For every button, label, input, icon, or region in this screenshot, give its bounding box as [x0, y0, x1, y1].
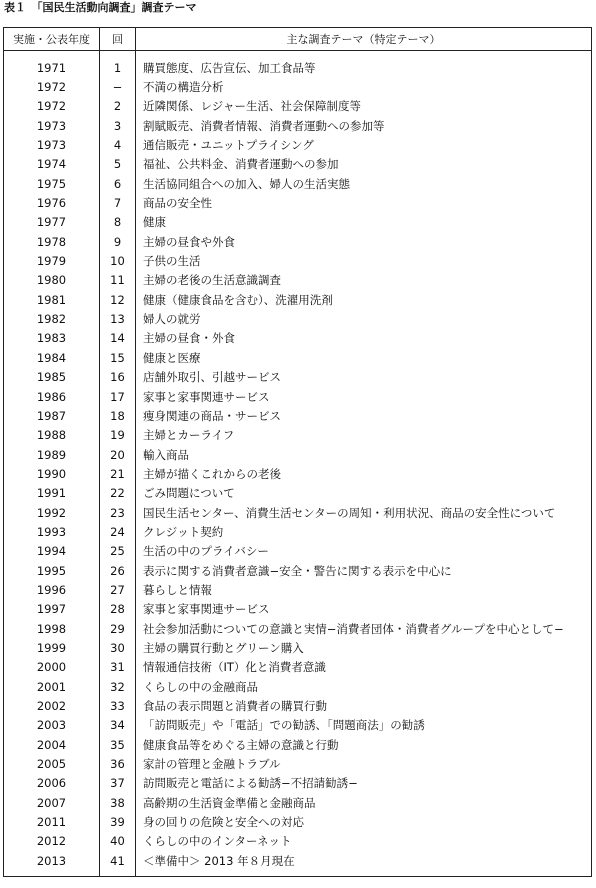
year-cell: 1973 [4, 116, 100, 135]
table-row [4, 387, 592, 406]
theme-cell: ＜準備中＞ 2013 年８月現在 [136, 851, 592, 877]
year-cell: 1990 [4, 464, 100, 483]
table-row [4, 368, 592, 387]
theme-cell: 割賦販売、消費者情報、消費者運動への参加等 [136, 116, 592, 135]
theme-cell: 主婦が描くこれからの老後 [136, 464, 592, 483]
number-cell: 1 [100, 51, 136, 78]
theme-cell: 健康と医療 [136, 348, 592, 367]
table-row [4, 426, 592, 445]
year-cell: 1984 [4, 348, 100, 367]
table-row [4, 290, 592, 309]
number-cell: 40 [100, 832, 136, 851]
year-cell: 2013 [4, 851, 100, 877]
table-row [4, 561, 592, 580]
year-cell: 2001 [4, 677, 100, 696]
header-theme: 主な調査テーマ（特定テーマ） [136, 28, 592, 51]
number-cell: 9 [100, 232, 136, 251]
theme-cell: 健康食品等をめぐる主婦の意識と行動 [136, 735, 592, 754]
year-cell: 1988 [4, 426, 100, 445]
year-cell: 1986 [4, 387, 100, 406]
number-cell: 17 [100, 387, 136, 406]
number-cell: 34 [100, 716, 136, 735]
survey-themes-table [3, 27, 592, 877]
table-row [4, 484, 592, 503]
table-row [4, 251, 592, 270]
theme-cell: 家事と家事関連サービス [136, 600, 592, 619]
theme-cell: 国民生活センター、消費生活センターの周知・利用状況、商品の安全性について [136, 503, 592, 522]
theme-cell: 福祉、公共料金、消費者運動への参加 [136, 155, 592, 174]
number-cell: 33 [100, 696, 136, 715]
table-row [4, 271, 592, 290]
number-cell: 18 [100, 406, 136, 425]
table-row [4, 193, 592, 212]
theme-cell: 主婦の昼食や外食 [136, 232, 592, 251]
theme-cell: 痩身関連の商品・サービス [136, 406, 592, 425]
number-cell: 41 [100, 851, 136, 877]
number-cell: 25 [100, 542, 136, 561]
theme-cell: くらしの中のインターネット [136, 832, 592, 851]
theme-cell: 生活協同組合への加入、婦人の生活実態 [136, 174, 592, 193]
theme-cell: 社会参加活動についての意識と実情−消費者団体・消費者グループを中心として− [136, 619, 592, 638]
theme-cell: ごみ問題について [136, 484, 592, 503]
number-cell: 13 [100, 309, 136, 328]
year-cell: 1976 [4, 193, 100, 212]
table-row [4, 851, 592, 877]
year-cell: 2012 [4, 832, 100, 851]
theme-cell: 健康（健康食品を含む）、洗濯用洗剤 [136, 290, 592, 309]
year-cell: 2005 [4, 754, 100, 773]
table-header [4, 28, 592, 51]
number-cell: 32 [100, 677, 136, 696]
number-cell: 4 [100, 135, 136, 154]
number-cell: 28 [100, 600, 136, 619]
table-row [4, 638, 592, 657]
number-cell: 38 [100, 793, 136, 812]
table-row [4, 348, 592, 367]
number-cell: 12 [100, 290, 136, 309]
number-cell: 15 [100, 348, 136, 367]
year-cell: 1993 [4, 522, 100, 541]
table-row [4, 542, 592, 561]
table-caption: 表１ 「国民生活動向調査」調査テーマ [4, 1, 197, 14]
year-cell: 1972 [4, 77, 100, 96]
number-cell: 31 [100, 658, 136, 677]
year-cell: 1992 [4, 503, 100, 522]
year-cell: 1999 [4, 638, 100, 657]
number-cell: 10 [100, 251, 136, 270]
header-year: 実施・公表年度 [4, 28, 100, 51]
theme-cell: 家計の管理と金融トラブル [136, 754, 592, 773]
table-row [4, 503, 592, 522]
year-cell: 1978 [4, 232, 100, 251]
table-row [4, 213, 592, 232]
year-cell: 1985 [4, 368, 100, 387]
number-cell: 22 [100, 484, 136, 503]
table-row [4, 580, 592, 599]
table-row [4, 135, 592, 154]
theme-cell: 婦人の就労 [136, 309, 592, 328]
number-cell: 7 [100, 193, 136, 212]
theme-cell: 輸入商品 [136, 445, 592, 464]
header-row [4, 28, 592, 51]
year-cell: 1983 [4, 329, 100, 348]
table-body [4, 51, 592, 877]
table-row [4, 735, 592, 754]
theme-cell: 購買態度、広告宣伝、加工食品等 [136, 51, 592, 78]
number-cell: 20 [100, 445, 136, 464]
table-row [4, 51, 592, 78]
number-cell: − [100, 77, 136, 96]
table-row [4, 445, 592, 464]
table-row [4, 696, 592, 715]
table-row [4, 600, 592, 619]
theme-cell: 暮らしと情報 [136, 580, 592, 599]
table-row [4, 309, 592, 328]
year-cell: 2011 [4, 812, 100, 831]
number-cell: 2 [100, 97, 136, 116]
theme-cell: 通信販売・ユニットプライシング [136, 135, 592, 154]
table-row [4, 716, 592, 735]
table-row [4, 522, 592, 541]
number-cell: 29 [100, 619, 136, 638]
table-row [4, 677, 592, 696]
theme-cell: 高齢期の生活資金準備と金融商品 [136, 793, 592, 812]
year-cell: 2002 [4, 696, 100, 715]
year-cell: 1998 [4, 619, 100, 638]
theme-cell: 不満の構造分析 [136, 77, 592, 96]
theme-cell: 子供の生活 [136, 251, 592, 270]
theme-cell: 生活の中のプライバシー [136, 542, 592, 561]
table-row [4, 832, 592, 851]
theme-cell: クレジット契約 [136, 522, 592, 541]
number-cell: 39 [100, 812, 136, 831]
number-cell: 23 [100, 503, 136, 522]
number-cell: 5 [100, 155, 136, 174]
number-cell: 24 [100, 522, 136, 541]
number-cell: 14 [100, 329, 136, 348]
year-cell: 1987 [4, 406, 100, 425]
number-cell: 27 [100, 580, 136, 599]
year-cell: 2007 [4, 793, 100, 812]
theme-cell: 主婦の昼食・外食 [136, 329, 592, 348]
number-cell: 16 [100, 368, 136, 387]
theme-cell: 訪問販売と電話による勧誘−不招請勧誘− [136, 774, 592, 793]
table-row [4, 329, 592, 348]
theme-cell: 健康 [136, 213, 592, 232]
theme-cell: 近隣関係、レジャー生活、社会保障制度等 [136, 97, 592, 116]
theme-cell: 情報通信技術（IT）化と消費者意識 [136, 658, 592, 677]
table-row [4, 658, 592, 677]
table-row [4, 464, 592, 483]
table-row [4, 77, 592, 96]
theme-cell: 主婦とカーライフ [136, 426, 592, 445]
theme-cell: 身の回りの危険と安全への対応 [136, 812, 592, 831]
table-row [4, 812, 592, 831]
theme-cell: 食品の表示問題と消費者の購買行動 [136, 696, 592, 715]
number-cell: 30 [100, 638, 136, 657]
year-cell: 1974 [4, 155, 100, 174]
year-cell: 1971 [4, 51, 100, 78]
number-cell: 35 [100, 735, 136, 754]
number-cell: 37 [100, 774, 136, 793]
year-cell: 1979 [4, 251, 100, 270]
table-row [4, 406, 592, 425]
year-cell: 1997 [4, 600, 100, 619]
theme-cell: くらしの中の金融商品 [136, 677, 592, 696]
header-number: 回 [100, 28, 136, 51]
year-cell: 1982 [4, 309, 100, 328]
table-row [4, 174, 592, 193]
year-cell: 2000 [4, 658, 100, 677]
year-cell: 1991 [4, 484, 100, 503]
table-row [4, 116, 592, 135]
table-row [4, 232, 592, 251]
table-row [4, 774, 592, 793]
year-cell: 1989 [4, 445, 100, 464]
table-row [4, 619, 592, 638]
year-cell: 1977 [4, 213, 100, 232]
number-cell: 8 [100, 213, 136, 232]
table-row [4, 793, 592, 812]
number-cell: 11 [100, 271, 136, 290]
number-cell: 19 [100, 426, 136, 445]
year-cell: 1994 [4, 542, 100, 561]
theme-cell: 店舗外取引、引越サービス [136, 368, 592, 387]
number-cell: 36 [100, 754, 136, 773]
theme-cell: 表示に関する消費者意識−安全・警告に関する表示を中心に [136, 561, 592, 580]
year-cell: 2004 [4, 735, 100, 754]
theme-cell: 主婦の購買行動とグリーン購入 [136, 638, 592, 657]
number-cell: 21 [100, 464, 136, 483]
theme-cell: 「訪問販売」や「電話」での勧誘、「問題商法」の勧誘 [136, 716, 592, 735]
number-cell: 26 [100, 561, 136, 580]
theme-cell: 商品の安全性 [136, 193, 592, 212]
year-cell: 1973 [4, 135, 100, 154]
year-cell: 1975 [4, 174, 100, 193]
table-row [4, 97, 592, 116]
number-cell: 6 [100, 174, 136, 193]
number-cell: 3 [100, 116, 136, 135]
year-cell: 1981 [4, 290, 100, 309]
theme-cell: 家事と家事関連サービス [136, 387, 592, 406]
year-cell: 2006 [4, 774, 100, 793]
year-cell: 1995 [4, 561, 100, 580]
table-row [4, 155, 592, 174]
year-cell: 1996 [4, 580, 100, 599]
year-cell: 2003 [4, 716, 100, 735]
year-cell: 1980 [4, 271, 100, 290]
table-row [4, 754, 592, 773]
theme-cell: 主婦の老後の生活意識調査 [136, 271, 592, 290]
year-cell: 1972 [4, 97, 100, 116]
